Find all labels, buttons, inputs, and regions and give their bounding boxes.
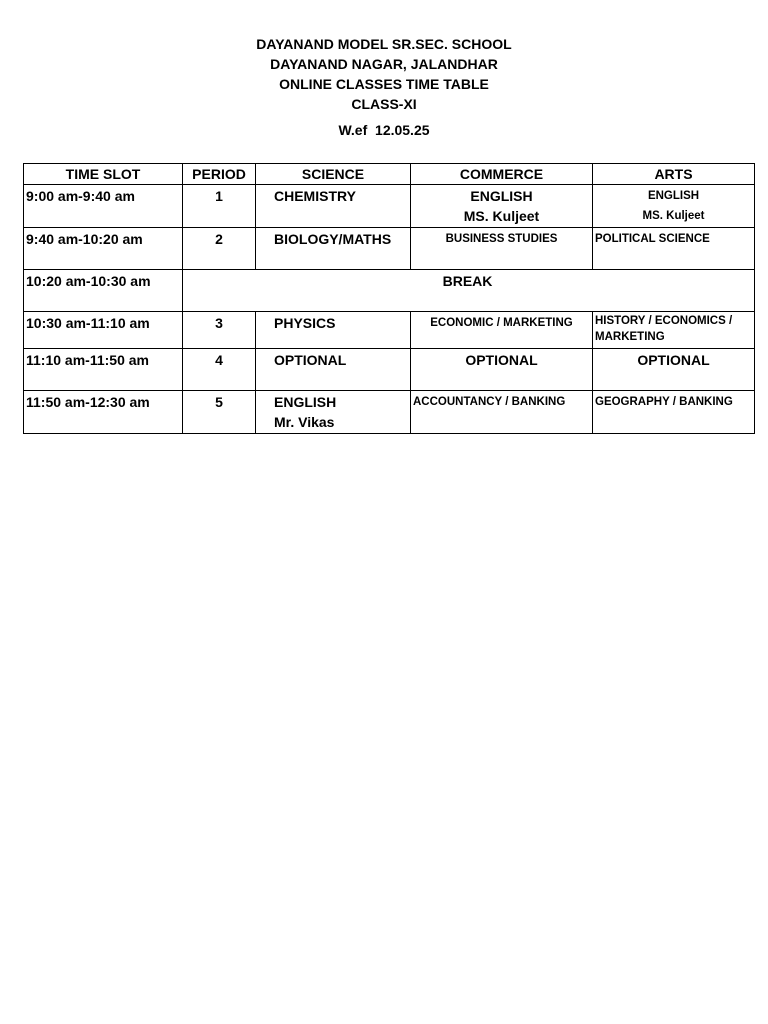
arts-cell: GEOGRAPHY / BANKING: [593, 391, 755, 434]
period-cell: 5: [183, 391, 256, 434]
commerce-teacher: MS. Kuljeet: [463, 208, 540, 224]
science-cell: [256, 185, 411, 228]
arts-cell: POLITICAL SCIENCE: [593, 228, 755, 270]
time-slot-cell: 10:20 am-10:30 am: [24, 270, 183, 312]
science-cell: OPTIONAL: [256, 349, 411, 391]
class-label: CLASS-XI: [351, 96, 417, 112]
time-slot-cell: 11:50 am-12:30 am: [24, 391, 183, 434]
break-cell: BREAK: [183, 270, 755, 312]
table-header-row: [24, 164, 755, 185]
commerce-cell: ACCOUNTANCY / BANKING: [411, 391, 593, 434]
table-row: [24, 391, 755, 434]
commerce-subject: ENGLISH: [470, 188, 533, 204]
science-cell: BIOLOGY/MATHS: [256, 228, 411, 270]
commerce-cell: OPTIONAL: [411, 349, 593, 391]
table-row: [24, 312, 755, 349]
table-row: [24, 185, 755, 228]
science-subject: CHEMISTRY: [274, 188, 356, 204]
timetable: [23, 163, 755, 434]
commerce-cell: ECONOMIC / MARKETING: [411, 312, 593, 349]
column-header-period: PERIOD: [183, 164, 256, 185]
arts-teacher: MS. Kuljeet: [642, 210, 705, 222]
time-slot-cell: 10:30 am-11:10 am: [24, 312, 183, 349]
effective-date: W.ef 12.05.25: [338, 122, 430, 138]
arts-subject: ENGLISH: [647, 190, 700, 202]
school-address: DAYANAND NAGAR, JALANDHAR: [270, 56, 498, 72]
commerce-cell: BUSINESS STUDIES: [411, 228, 593, 270]
period-cell: 3: [183, 312, 256, 349]
column-header-time-slot: TIME SLOT: [24, 164, 183, 185]
document-header: [0, 34, 768, 138]
time-slot-cell: 9:40 am-10:20 am: [24, 228, 183, 270]
period-cell: 4: [183, 349, 256, 391]
time-slot-cell: 11:10 am-11:50 am: [24, 349, 183, 391]
time-slot-cell: 9:00 am-9:40 am: [24, 185, 183, 228]
science-cell: PHYSICS: [256, 312, 411, 349]
arts-cell: HISTORY / ECONOMICS / MARKETING: [593, 312, 755, 349]
document-title: ONLINE CLASSES TIME TABLE: [279, 76, 489, 92]
period-cell: 2: [183, 228, 256, 270]
science-subject: ENGLISH: [274, 394, 337, 410]
science-teacher: Mr. Vikas: [274, 414, 335, 430]
arts-cell: [593, 185, 755, 228]
column-header-science: SCIENCE: [256, 164, 411, 185]
column-header-commerce: COMMERCE: [411, 164, 593, 185]
school-name: DAYANAND MODEL SR.SEC. SCHOOL: [256, 36, 512, 52]
table-row: [24, 228, 755, 270]
period-cell: 1: [183, 185, 256, 228]
column-header-arts: ARTS: [593, 164, 755, 185]
commerce-cell: [411, 185, 593, 228]
table-row: [24, 270, 755, 312]
arts-cell: OPTIONAL: [593, 349, 755, 391]
science-cell: [256, 391, 411, 434]
table-row: [24, 349, 755, 391]
